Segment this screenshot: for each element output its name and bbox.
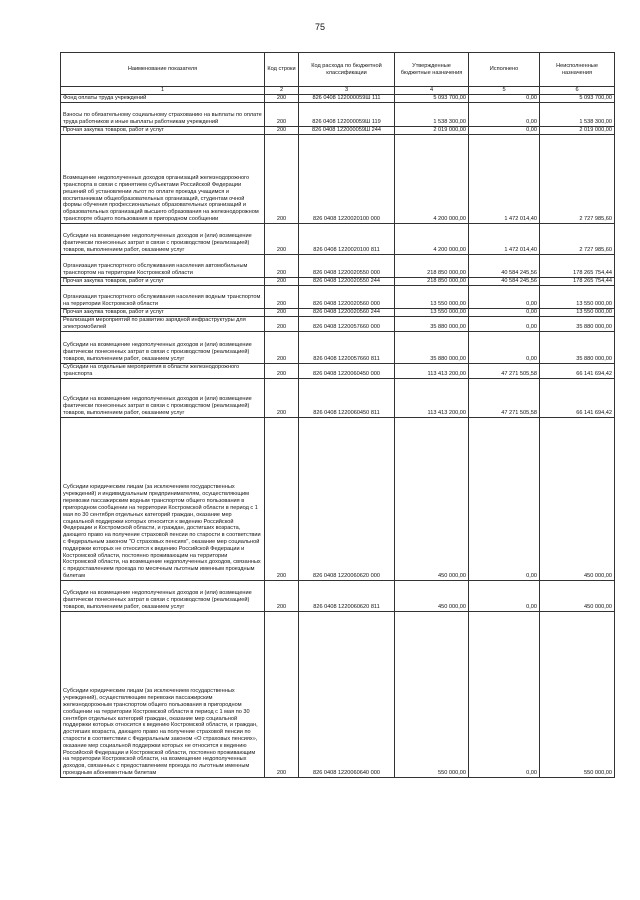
table-row [61, 254, 615, 277]
row-unexecuted: 2 727 985,60 [540, 134, 615, 223]
row-name: Прочая закупка товаров, работ и услуг [61, 277, 265, 285]
row-line-code: 200 [265, 308, 299, 316]
row-unexecuted: 2 019 000,00 [540, 126, 615, 134]
row-unexecuted: 450 000,00 [540, 417, 615, 580]
row-line-code: 200 [265, 277, 299, 285]
row-executed: 0,00 [469, 580, 540, 611]
table-row [61, 134, 615, 223]
column-number: 6 [540, 87, 615, 95]
column-number: 1 [61, 87, 265, 95]
row-name: Взносы по обязательному социальному страхованию на выплаты по оплате труда работников и иные выплаты работникам учреждений [61, 102, 265, 126]
row-unexecuted: 450 000,00 [540, 580, 615, 611]
row-name: Субсидии юридическим лицам (за исключением государственных учреждений) и индивидуальным предпринимателям, осуществляющим перевозки пассажирским водным транспортом общего пользования в пригородном сообщении на территории Костромской области в период с 1 мая по 30 сентября отдельных категорий граждан, оказание мер социальной поддержки которых относится к ведению Российской Федерации и Костромской области, и граждан, достигших возраста, дающего право на получение страховой пенсии по старости в соответствии с Федеральным законом "О страховых пенсиях", оказание мер социальной поддержки которых не относится к ведению Российской Федерации и Костромской области, постоянно проживающим на территории Костромской области, на возмещение недополученных доходов, связанных с предоставлением проезда по месячным льготным именным проездным билетам [61, 417, 265, 580]
table-body [61, 95, 615, 778]
page-number: 75 [314, 22, 325, 32]
row-approved: 2 019 000,00 [395, 126, 469, 134]
row-unexecuted: 35 880 000,00 [540, 316, 615, 331]
row-name: Субсидии на возмещение недополученных доходов и (или) возмещение фактически понесенных затрат в связи с производством (реализацией) товаров, выполнением работ, оказанием услуг [61, 378, 265, 417]
row-budget-code: 826 0408 1220060450 000 [299, 363, 395, 378]
table-row [61, 417, 615, 580]
table-row [61, 102, 615, 126]
row-name: Организация транспортного обслуживания населения водным транспортом на территории Костромской области [61, 285, 265, 308]
table-row [61, 331, 615, 363]
header-name: Наименование показателя [61, 53, 265, 87]
row-budget-code: 826 0408 1220020550 000 [299, 254, 395, 277]
row-name: Субсидии на возмещение недополученных доходов и (или) возмещение фактически понесенных затрат в связи с производством (реализацией) товаров, выполнением работ, оказанием услуг [61, 223, 265, 254]
row-budget-code: 826 0408 1220020550 244 [299, 277, 395, 285]
row-unexecuted: 66 141 694,42 [540, 363, 615, 378]
row-budget-code: 826 0408 1220057660 000 [299, 316, 395, 331]
row-executed: 1 472 014,40 [469, 223, 540, 254]
row-approved: 218 850 000,00 [395, 277, 469, 285]
row-executed: 47 271 505,58 [469, 363, 540, 378]
row-executed: 0,00 [469, 316, 540, 331]
table-row [61, 611, 615, 777]
table-row [61, 277, 615, 285]
table-column-numbers [61, 87, 615, 95]
row-unexecuted: 1 538 300,00 [540, 102, 615, 126]
column-number: 4 [395, 87, 469, 95]
row-unexecuted: 2 727 985,60 [540, 223, 615, 254]
table-row [61, 223, 615, 254]
row-approved: 13 550 000,00 [395, 285, 469, 308]
row-line-code: 200 [265, 417, 299, 580]
header-budget-code: Код расхода по бюджетной классификации [299, 53, 395, 87]
row-executed: 0,00 [469, 331, 540, 363]
row-line-code: 200 [265, 331, 299, 363]
table-row [61, 285, 615, 308]
row-approved: 113 413 200,00 [395, 363, 469, 378]
header-line-code: Код строки [265, 53, 299, 87]
row-budget-code: 826 0408 122000059Ш 119 [299, 102, 395, 126]
row-budget-code: 826 0408 1220060620 811 [299, 580, 395, 611]
row-approved: 450 000,00 [395, 417, 469, 580]
row-unexecuted: 550 000,00 [540, 611, 615, 777]
row-line-code: 200 [265, 580, 299, 611]
row-approved: 1 538 300,00 [395, 102, 469, 126]
row-line-code: 200 [265, 363, 299, 378]
column-number: 3 [299, 87, 395, 95]
row-approved: 5 093 700,00 [395, 95, 469, 103]
row-approved: 35 880 000,00 [395, 316, 469, 331]
row-line-code: 200 [265, 134, 299, 223]
row-unexecuted: 13 550 000,00 [540, 308, 615, 316]
row-line-code: 200 [265, 223, 299, 254]
row-unexecuted: 13 550 000,00 [540, 285, 615, 308]
row-approved: 450 000,00 [395, 580, 469, 611]
row-executed: 40 584 245,56 [469, 254, 540, 277]
row-line-code: 200 [265, 378, 299, 417]
header-approved: Утвержденные бюджетные назначения [395, 53, 469, 87]
row-line-code: 200 [265, 126, 299, 134]
row-line-code: 200 [265, 102, 299, 126]
row-line-code: 200 [265, 95, 299, 103]
row-name: Реализация мероприятий по развитию зарядной инфраструктуры для электромобилей [61, 316, 265, 331]
row-budget-code: 826 0408 1220060450 811 [299, 378, 395, 417]
row-executed: 47 271 505,58 [469, 378, 540, 417]
table-row [61, 126, 615, 134]
row-executed: 40 584 245,56 [469, 277, 540, 285]
table-header-row [61, 53, 615, 87]
row-name: Организация транспортного обслуживания населения автомобильным транспортом на территории Костромской области [61, 254, 265, 277]
row-executed: 1 472 014,40 [469, 134, 540, 223]
row-approved: 113 413 200,00 [395, 378, 469, 417]
row-approved: 4 200 000,00 [395, 223, 469, 254]
row-budget-code: 826 0408 1220020100 811 [299, 223, 395, 254]
row-name: Фонд оплаты труда учреждений [61, 95, 265, 103]
row-budget-code: 826 0408 1220060640 000 [299, 611, 395, 777]
row-name: Прочая закупка товаров, работ и услуг [61, 126, 265, 134]
row-name: Субсидии на отдельные мероприятия в области железнодорожного транспорта [61, 363, 265, 378]
row-name: Субсидии юридическим лицам (за исключением государственных учреждений), осуществляющим перевозки пассажирским железнодорожным транспортом общего пользования в пригородном сообщении на территории Костромской области в период с 1 мая по 30 сентября отдельных категорий граждан, оказание мер социальной поддержки которых относится к ведению Костромской области, и граждан, достигших возраста, дающего право на получение страховой пенсии по старости в соответствии с Федеральным законом «О страховых пенсиях», оказание мер социальной поддержки которых не относится к ведению Российской Федерации и Костромской области, постоянно проживающим на территории Костромской области, на возмещение недополученных доходов, связанных с предоставлением проезда по льготным именным проездным абонементным билетам [61, 611, 265, 777]
row-name: Субсидии на возмещение недополученных доходов и (или) возмещение фактически понесенных затрат в связи с производством (реализацией) товаров, выполнением работ, оказанием услуг [61, 580, 265, 611]
row-budget-code: 826 0408 1220020560 244 [299, 308, 395, 316]
row-budget-code: 826 0408 1220060620 000 [299, 417, 395, 580]
table-row [61, 580, 615, 611]
row-name: Субсидии на возмещение недополученных доходов и (или) возмещение фактически понесенных затрат в связи с производством (реализацией) товаров, выполнением работ, оказанием услуг [61, 331, 265, 363]
row-line-code: 200 [265, 254, 299, 277]
row-unexecuted: 178 265 754,44 [540, 277, 615, 285]
table-row [61, 308, 615, 316]
row-budget-code: 826 0408 122000059Ш 111 [299, 95, 395, 103]
row-approved: 35 880 000,00 [395, 331, 469, 363]
row-approved: 13 550 000,00 [395, 308, 469, 316]
table-row [61, 363, 615, 378]
row-approved: 218 850 000,00 [395, 254, 469, 277]
row-unexecuted: 35 880 000,00 [540, 331, 615, 363]
row-unexecuted: 5 093 700,00 [540, 95, 615, 103]
column-number: 5 [469, 87, 540, 95]
row-executed: 0,00 [469, 308, 540, 316]
row-executed: 0,00 [469, 126, 540, 134]
row-budget-code: 826 0408 1220020560 000 [299, 285, 395, 308]
row-budget-code: 826 0408 122000059Ш 244 [299, 126, 395, 134]
row-name: Возмещение недополученных доходов организаций железнодорожного транспорта в связи с принятием субъектами Российской Федерации решений об установлении льгот по оплате проезда учащимся и воспитанникам общеобразовательных организаций, студентам очной формы обучения профессиональных образовательных организаций и образовательных организаций высшего образования на железнодорожном транспорте общего пользования в пригородном сообщении [61, 134, 265, 223]
row-executed: 0,00 [469, 95, 540, 103]
table-row [61, 95, 615, 103]
row-executed: 0,00 [469, 417, 540, 580]
row-line-code: 200 [265, 611, 299, 777]
row-budget-code: 826 0408 1220057660 811 [299, 331, 395, 363]
budget-table [60, 52, 615, 778]
table-row [61, 316, 615, 331]
row-executed: 0,00 [469, 611, 540, 777]
row-name: Прочая закупка товаров, работ и услуг [61, 308, 265, 316]
row-budget-code: 826 0408 1220020100 000 [299, 134, 395, 223]
row-unexecuted: 66 141 694,42 [540, 378, 615, 417]
column-number: 2 [265, 87, 299, 95]
table-row [61, 378, 615, 417]
header-unexecuted: Неисполненные назначения [540, 53, 615, 87]
row-executed: 0,00 [469, 285, 540, 308]
row-executed: 0,00 [469, 102, 540, 126]
row-unexecuted: 178 265 754,44 [540, 254, 615, 277]
row-line-code: 200 [265, 285, 299, 308]
row-line-code: 200 [265, 316, 299, 331]
row-approved: 550 000,00 [395, 611, 469, 777]
header-executed: Исполнено [469, 53, 540, 87]
row-approved: 4 200 000,00 [395, 134, 469, 223]
